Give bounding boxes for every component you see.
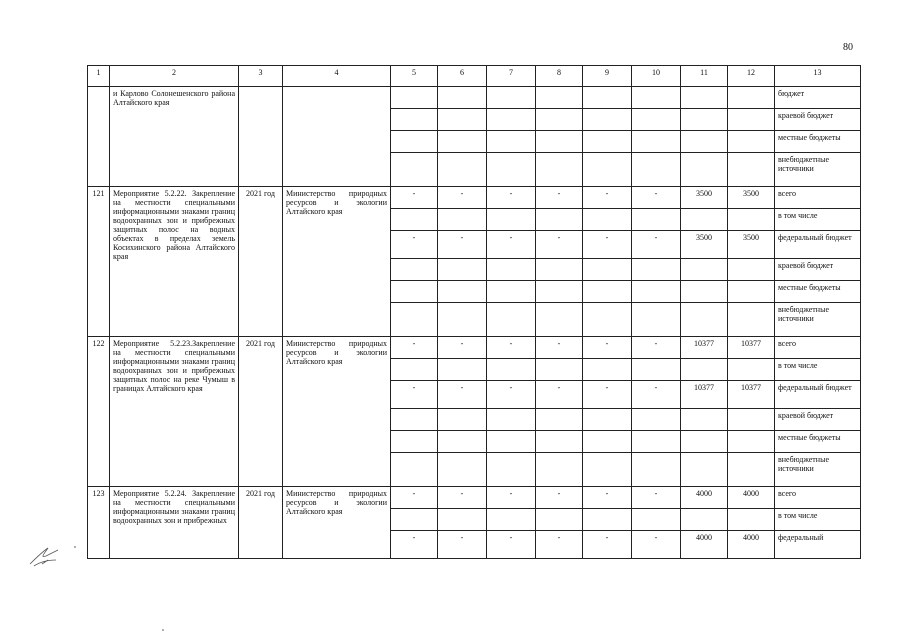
column-header: 8 — [536, 66, 583, 87]
value-cell — [438, 409, 487, 431]
value-cell — [536, 509, 583, 531]
value-cell — [583, 509, 632, 531]
organization-cell — [283, 87, 391, 187]
value-cell: - — [632, 531, 681, 559]
value-cell — [438, 153, 487, 187]
header-row — [88, 66, 861, 87]
value-cell: - — [536, 381, 583, 409]
funding-source: федеральный бюджет — [775, 231, 861, 259]
value-cell — [391, 509, 438, 531]
value-cell — [438, 87, 487, 109]
funding-source: внебюджетные источники — [775, 153, 861, 187]
funding-source: всего — [775, 487, 861, 509]
value-cell — [728, 359, 775, 381]
value-cell — [487, 359, 536, 381]
organization-cell: Министерство природных ресурсов и экологии Алтайского края — [283, 187, 391, 337]
value-cell — [536, 153, 583, 187]
funding-source: всего — [775, 337, 861, 359]
value-cell — [536, 453, 583, 487]
value-cell: 10377 — [728, 381, 775, 409]
column-header: 3 — [239, 66, 283, 87]
value-cell: 10377 — [728, 337, 775, 359]
value-cell — [583, 409, 632, 431]
column-header: 7 — [487, 66, 536, 87]
value-cell — [438, 453, 487, 487]
year-cell — [239, 87, 283, 187]
value-cell — [536, 109, 583, 131]
year-cell: 2021 год — [239, 187, 283, 337]
value-cell — [681, 131, 728, 153]
value-cell — [632, 259, 681, 281]
table-row — [88, 337, 861, 359]
table-row — [88, 87, 861, 109]
value-cell — [487, 303, 536, 337]
value-cell: - — [632, 337, 681, 359]
row-number-cell: 123 — [88, 487, 110, 559]
row-number-cell: 121 — [88, 187, 110, 337]
value-cell: - — [536, 337, 583, 359]
value-cell — [728, 153, 775, 187]
value-cell — [487, 409, 536, 431]
value-cell — [632, 509, 681, 531]
value-cell — [391, 409, 438, 431]
funding-source: местные бюджеты — [775, 131, 861, 153]
value-cell: - — [487, 187, 536, 209]
value-cell — [681, 259, 728, 281]
value-cell — [583, 153, 632, 187]
value-cell — [632, 109, 681, 131]
value-cell: - — [391, 231, 438, 259]
value-cell — [681, 303, 728, 337]
value-cell: - — [438, 187, 487, 209]
value-cell — [391, 359, 438, 381]
value-cell — [728, 453, 775, 487]
value-cell — [536, 87, 583, 109]
value-cell — [728, 109, 775, 131]
value-cell: 4000 — [681, 531, 728, 559]
value-cell: - — [536, 531, 583, 559]
column-header: 13 — [775, 66, 861, 87]
activity-description: Мероприятие 5.2.23.Закрепление на местности специальными информационными знаками границ водоохранных зон и прибрежных защитных полос на реке Чумыш в границах Алтайского края — [110, 337, 239, 487]
value-cell: - — [583, 337, 632, 359]
value-cell — [487, 259, 536, 281]
value-cell: - — [438, 381, 487, 409]
value-cell — [632, 281, 681, 303]
column-header: 6 — [438, 66, 487, 87]
value-cell — [438, 109, 487, 131]
value-cell — [391, 109, 438, 131]
funding-source: бюджет — [775, 87, 861, 109]
value-cell: 3500 — [681, 231, 728, 259]
value-cell — [728, 509, 775, 531]
funding-source: внебюджетные источники — [775, 453, 861, 487]
value-cell: - — [632, 487, 681, 509]
value-cell — [391, 453, 438, 487]
value-cell: - — [391, 531, 438, 559]
value-cell — [681, 109, 728, 131]
value-cell: 3500 — [681, 187, 728, 209]
funding-source: в том числе — [775, 209, 861, 231]
value-cell — [536, 209, 583, 231]
value-cell — [438, 281, 487, 303]
scan-speck — [74, 546, 76, 548]
value-cell — [681, 209, 728, 231]
funding-source: местные бюджеты — [775, 431, 861, 453]
value-cell: - — [487, 487, 536, 509]
value-cell — [391, 303, 438, 337]
value-cell — [728, 87, 775, 109]
value-cell — [391, 431, 438, 453]
value-cell: 3500 — [728, 231, 775, 259]
value-cell: 3500 — [728, 187, 775, 209]
value-cell — [632, 303, 681, 337]
funding-source: краевой бюджет — [775, 109, 861, 131]
value-cell — [487, 153, 536, 187]
value-cell — [632, 453, 681, 487]
funding-source: местные бюджеты — [775, 281, 861, 303]
value-cell: - — [487, 531, 536, 559]
value-cell: - — [583, 187, 632, 209]
value-cell — [583, 87, 632, 109]
organization-cell: Министерство природных ресурсов и экологии Алтайского края — [283, 487, 391, 559]
value-cell — [583, 209, 632, 231]
value-cell — [728, 431, 775, 453]
funding-source: краевой бюджет — [775, 409, 861, 431]
value-cell — [632, 131, 681, 153]
column-header: 2 — [110, 66, 239, 87]
value-cell — [438, 131, 487, 153]
value-cell: - — [487, 231, 536, 259]
value-cell: - — [632, 231, 681, 259]
value-cell — [391, 131, 438, 153]
value-cell: - — [536, 487, 583, 509]
value-cell — [487, 281, 536, 303]
value-cell: - — [583, 231, 632, 259]
value-cell — [391, 209, 438, 231]
value-cell — [536, 281, 583, 303]
value-cell — [583, 359, 632, 381]
value-cell — [728, 409, 775, 431]
value-cell: 10377 — [681, 381, 728, 409]
value-cell — [728, 303, 775, 337]
value-cell — [487, 87, 536, 109]
value-cell — [487, 209, 536, 231]
funding-source: всего — [775, 187, 861, 209]
value-cell — [487, 109, 536, 131]
value-cell: - — [438, 231, 487, 259]
value-cell — [487, 431, 536, 453]
signature — [28, 544, 62, 573]
value-cell — [583, 453, 632, 487]
value-cell — [681, 281, 728, 303]
row-number-cell — [88, 87, 110, 187]
value-cell: - — [438, 487, 487, 509]
value-cell — [583, 109, 632, 131]
value-cell: - — [487, 381, 536, 409]
value-cell — [728, 131, 775, 153]
value-cell — [632, 409, 681, 431]
value-cell: - — [632, 381, 681, 409]
table-row — [88, 187, 861, 209]
page-number: 80 — [843, 42, 853, 53]
value-cell — [536, 359, 583, 381]
value-cell — [438, 303, 487, 337]
value-cell — [681, 509, 728, 531]
value-cell — [681, 359, 728, 381]
year-cell: 2021 год — [239, 337, 283, 487]
value-cell — [681, 409, 728, 431]
value-cell — [632, 87, 681, 109]
column-header: 4 — [283, 66, 391, 87]
value-cell — [487, 131, 536, 153]
activity-description: и Карлово Солонешенского района Алтайского края — [110, 87, 239, 187]
value-cell — [583, 259, 632, 281]
value-cell — [391, 281, 438, 303]
column-header: 10 — [632, 66, 681, 87]
value-cell — [632, 359, 681, 381]
budget-table — [87, 65, 861, 559]
value-cell — [681, 87, 728, 109]
funding-source: в том числе — [775, 359, 861, 381]
row-number-cell: 122 — [88, 337, 110, 487]
value-cell — [438, 259, 487, 281]
value-cell — [438, 359, 487, 381]
column-header: 12 — [728, 66, 775, 87]
funding-source: внебюджетные источники — [775, 303, 861, 337]
column-header: 11 — [681, 66, 728, 87]
value-cell: - — [438, 337, 487, 359]
column-header: 5 — [391, 66, 438, 87]
funding-source: федеральный бюджет — [775, 381, 861, 409]
activity-description: Мероприятие 5.2.22. Закрепление на местности специальными информационными знаками границ водоохранных зон и прибрежных защитных полос на водных объектах в пределах земель Косихинского района Алтайского края — [110, 187, 239, 337]
activity-description: Мероприятие 5.2.24. Закрепление на местности специальными информационными знаками границ водоохранных зон и прибрежных — [110, 487, 239, 559]
value-cell — [487, 453, 536, 487]
value-cell: 4000 — [728, 487, 775, 509]
value-cell — [728, 281, 775, 303]
value-cell — [536, 431, 583, 453]
value-cell — [438, 209, 487, 231]
value-cell — [487, 509, 536, 531]
funding-source: федеральный — [775, 531, 861, 559]
organization-cell: Министерство природных ресурсов и экологии Алтайского края — [283, 337, 391, 487]
value-cell — [583, 281, 632, 303]
value-cell — [438, 509, 487, 531]
value-cell — [583, 303, 632, 337]
value-cell: 4000 — [728, 531, 775, 559]
value-cell — [536, 131, 583, 153]
column-header: 9 — [583, 66, 632, 87]
table-row — [88, 487, 861, 509]
value-cell — [391, 259, 438, 281]
value-cell: - — [391, 337, 438, 359]
value-cell — [632, 209, 681, 231]
value-cell: - — [536, 187, 583, 209]
year-cell: 2021 год — [239, 487, 283, 559]
value-cell: - — [583, 381, 632, 409]
value-cell — [391, 87, 438, 109]
value-cell: - — [391, 381, 438, 409]
value-cell: - — [438, 531, 487, 559]
value-cell — [681, 153, 728, 187]
value-cell: - — [536, 231, 583, 259]
value-cell — [728, 259, 775, 281]
value-cell — [583, 131, 632, 153]
value-cell: 10377 — [681, 337, 728, 359]
value-cell: - — [632, 187, 681, 209]
value-cell: 4000 — [681, 487, 728, 509]
value-cell — [681, 431, 728, 453]
value-cell — [681, 453, 728, 487]
value-cell — [632, 153, 681, 187]
value-cell — [632, 431, 681, 453]
value-cell: - — [391, 487, 438, 509]
column-header: 1 — [88, 66, 110, 87]
value-cell: - — [583, 487, 632, 509]
value-cell: - — [391, 187, 438, 209]
value-cell — [536, 409, 583, 431]
value-cell — [438, 431, 487, 453]
value-cell — [728, 209, 775, 231]
value-cell: - — [487, 337, 536, 359]
value-cell: - — [583, 531, 632, 559]
value-cell — [536, 303, 583, 337]
scan-speck — [162, 629, 164, 631]
value-cell — [391, 153, 438, 187]
value-cell — [536, 259, 583, 281]
funding-source: краевой бюджет — [775, 259, 861, 281]
value-cell — [583, 431, 632, 453]
funding-source: в том числе — [775, 509, 861, 531]
